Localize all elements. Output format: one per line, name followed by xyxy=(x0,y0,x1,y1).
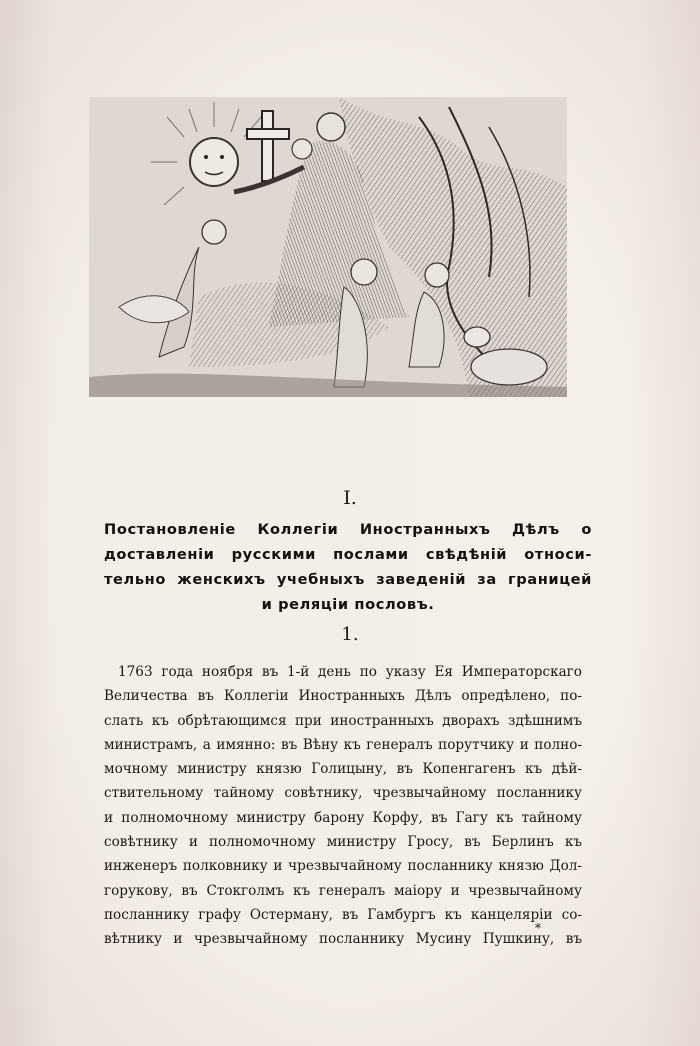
body-line: горукову, въ Стокголмъ къ генералъ маіору и чрезвычайному xyxy=(104,882,582,899)
heading-line: и реляціи пословъ. xyxy=(261,596,435,613)
body-line: 1763 года ноября въ 1-й день по указу Ея Императорскаго xyxy=(118,664,582,680)
body-line: инженеръ полковнику и чрезвычайному посланнику князю Дол- xyxy=(104,858,582,875)
body-line: вѣтнику и чрезвычайному посланнику Мусину Пушкину, въ xyxy=(104,931,582,948)
body-line: Величества въ Коллегіи Иностранныхъ Дѣлъ опредѣлено, по- xyxy=(104,688,582,705)
heading-line: тельно женскихъ учебныхъ заведеній за границей xyxy=(104,571,592,588)
signature-mark: * xyxy=(535,921,541,935)
body-line: министрамъ, а имянно: въ Вѣну къ генералъ порутчику и полно- xyxy=(104,736,582,753)
heading-line: Постановленіе Коллегіи Иностранныхъ Дѣлъ о xyxy=(104,521,592,538)
body-line: посланнику графу Остерману, въ Гамбургъ къ канцеляріи со- xyxy=(104,906,582,923)
allegorical-engraving xyxy=(89,97,567,397)
section-number: I. xyxy=(343,487,357,509)
heading-line: доставленіи русскими послами свѣдѣній относи- xyxy=(104,546,592,563)
document-number: 1. xyxy=(341,624,359,645)
body-line: и полномочному министру барону Корфу, въ Гагу къ тайному xyxy=(104,809,582,826)
body-line: мочному министру князю Голицыну, въ Копенгагенъ къ дѣй- xyxy=(104,761,582,778)
section-heading xyxy=(104,517,592,617)
body-text xyxy=(104,660,582,952)
body-line: совѣтнику и полномочному министру Гросу, въ Берлинъ къ xyxy=(104,834,582,851)
body-line: слать къ обрѣтающимся при иностранныхъ дворахъ здѣшнимъ xyxy=(104,712,582,729)
body-line: ствительному тайному совѣтнику, чрезвычайному посланнику xyxy=(104,785,582,802)
